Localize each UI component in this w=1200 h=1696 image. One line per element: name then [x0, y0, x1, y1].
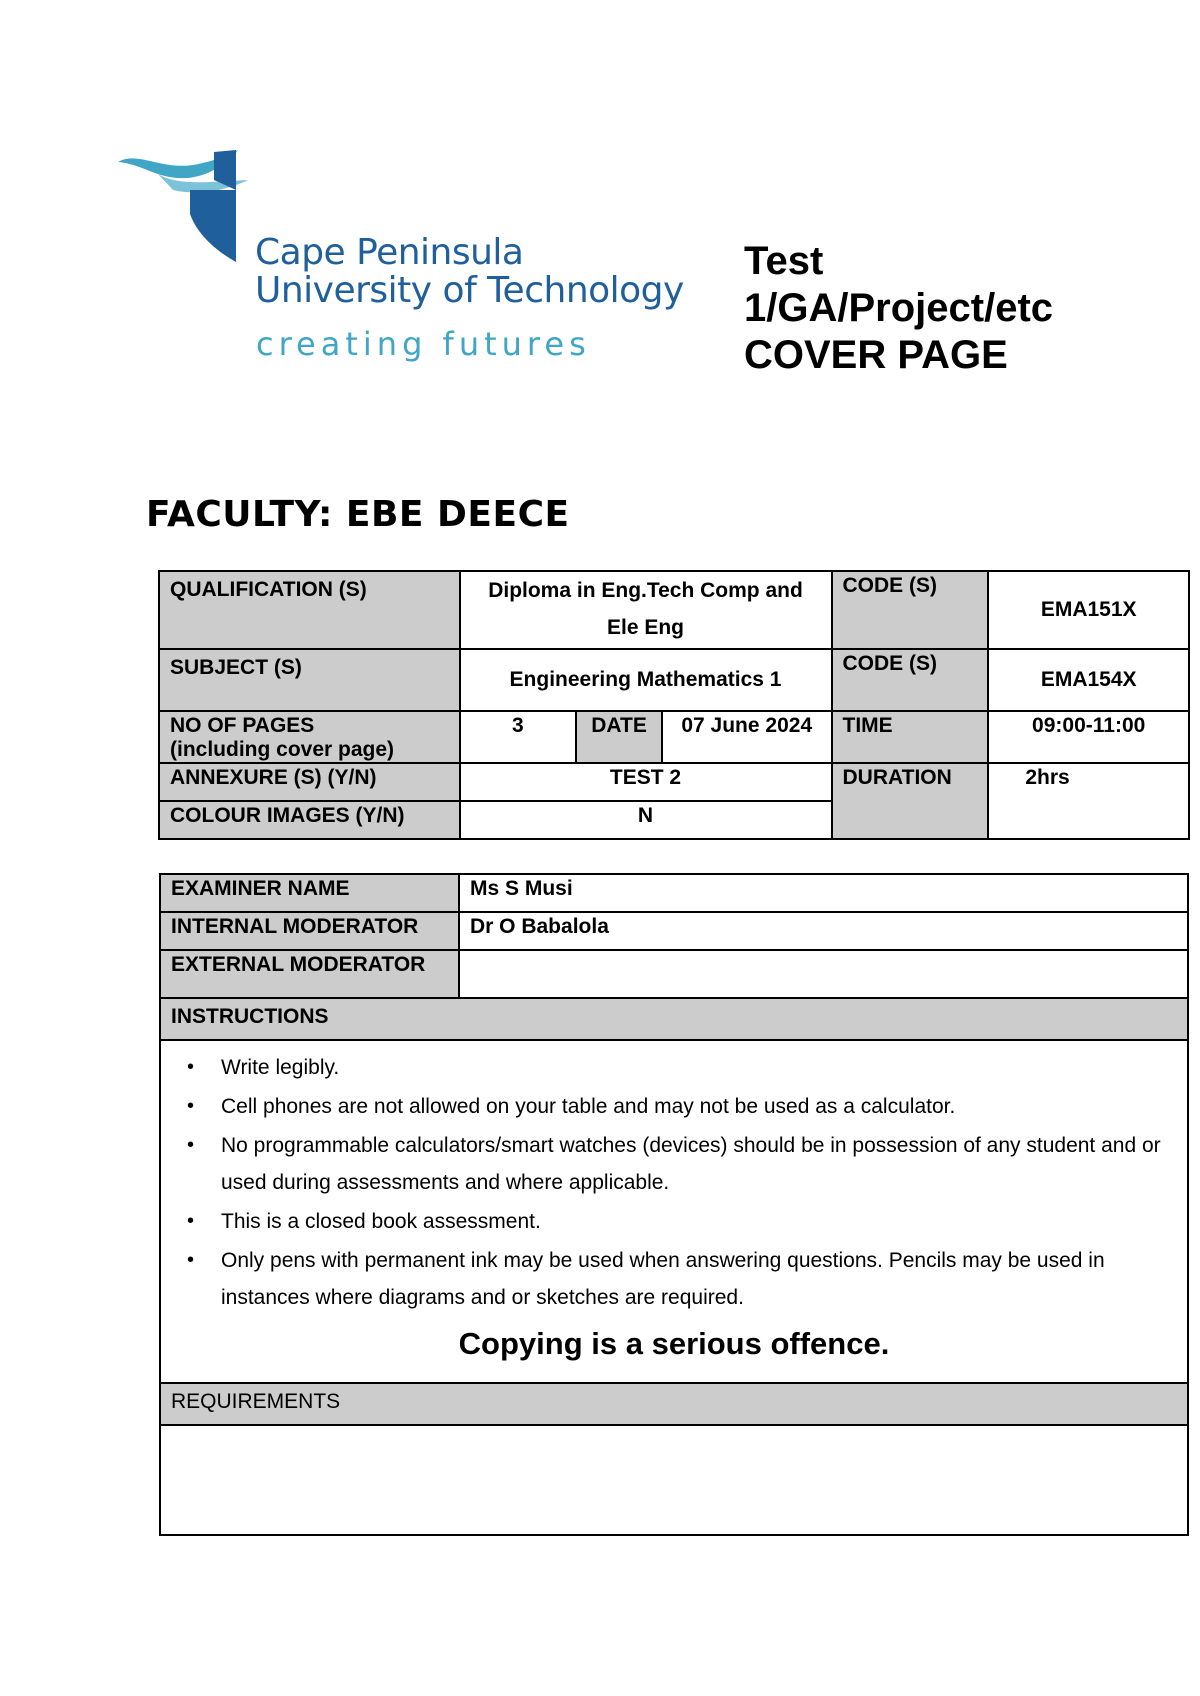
- instruction-text: Cell phones are not allowed on your table and may not be used as a calculator.: [221, 1095, 956, 1118]
- cover-title-line: COVER PAGE: [744, 333, 1008, 377]
- instruction-item: [187, 1242, 1177, 1316]
- annexure-value: TEST 2: [460, 763, 832, 801]
- instruction-item: [187, 1127, 1177, 1201]
- assessment-info-table: [159, 873, 1189, 1536]
- examiner-label: EXAMINER NAME: [160, 874, 459, 912]
- internal-moderator-label: INTERNAL MODERATOR: [160, 912, 459, 950]
- duration-label: DURATION: [832, 763, 989, 839]
- logo-emblem-icon: [118, 150, 258, 280]
- instructions-list: [160, 1040, 1188, 1383]
- date-value: 07 June 2024: [662, 711, 832, 763]
- instruction-text: Write legibly.: [221, 1056, 340, 1079]
- date-label: DATE: [576, 711, 662, 763]
- external-moderator-label: EXTERNAL MODERATOR: [160, 950, 459, 998]
- time-label: TIME: [832, 711, 989, 763]
- code-label: CODE (S): [832, 649, 989, 711]
- code-value: EMA154X: [988, 649, 1189, 711]
- qualification-value: [460, 571, 832, 649]
- cover-title-line: 1/GA/Project/etc: [744, 286, 1054, 330]
- logo-tagline: creating futures: [256, 325, 591, 363]
- bullet-icon: •: [187, 1095, 195, 1117]
- colour-images-value: N: [460, 801, 832, 839]
- cover-title-line: Test: [744, 239, 824, 283]
- subject-label: SUBJECT (S): [159, 649, 460, 711]
- colour-images-label: COLOUR IMAGES (Y/N): [159, 801, 460, 839]
- pages-label-line1: NO OF PAGES: [170, 714, 315, 737]
- instruction-item: [187, 1049, 1177, 1086]
- instructions-heading: INSTRUCTIONS: [160, 998, 1188, 1040]
- external-moderator-value: [459, 950, 1188, 998]
- course-details-table: [158, 570, 1190, 840]
- duration-value: 2hrs: [988, 763, 1189, 839]
- bullet-icon: •: [187, 1249, 195, 1271]
- instruction-item: [187, 1203, 1177, 1240]
- pages-label-line2: (including cover page): [170, 738, 395, 761]
- faculty-heading: FACULTY: EBE DEECE: [146, 494, 570, 535]
- bullet-icon: •: [187, 1210, 195, 1232]
- internal-moderator-value: Dr O Babalola: [459, 912, 1188, 950]
- bullet-icon: •: [187, 1134, 195, 1156]
- code-value: EMA151X: [988, 571, 1189, 649]
- qualification-label: QUALIFICATION (S): [159, 571, 460, 649]
- requirements-heading: REQUIREMENTS: [160, 1383, 1188, 1425]
- qualification-line2: Ele Eng: [606, 616, 685, 639]
- university-logo: [118, 150, 684, 380]
- annexure-label: ANNEXURE (S) (Y/N): [159, 763, 460, 801]
- instruction-item: [187, 1088, 1177, 1125]
- logo-line1: Cape Peninsula: [255, 232, 524, 273]
- qualification-line1: Diploma in Eng.Tech Comp and: [488, 579, 803, 602]
- instruction-text: No programmable calculators/smart watches (devices) should be in possession of any student and or used during assessments and where applicable.: [221, 1134, 1161, 1194]
- logo-line2: University of Technology: [255, 270, 684, 311]
- code-label: CODE (S): [832, 571, 989, 649]
- pages-label: [159, 711, 460, 763]
- examiner-value: Ms S Musi: [459, 874, 1188, 912]
- time-value: 09:00-11:00: [988, 711, 1189, 763]
- copying-warning: Copying is a serious offence.: [458, 1326, 890, 1361]
- instruction-text: Only pens with permanent ink may be used when answering questions. Pencils may be used in instances where diagrams and or sketches are required.: [221, 1249, 1105, 1309]
- cover-title: [744, 238, 1053, 379]
- requirements-body: [160, 1425, 1188, 1535]
- subject-value: Engineering Mathematics 1: [460, 649, 832, 711]
- instruction-text: This is a closed book assessment.: [221, 1210, 541, 1233]
- pages-value: 3: [460, 711, 577, 763]
- bullet-icon: •: [187, 1056, 195, 1078]
